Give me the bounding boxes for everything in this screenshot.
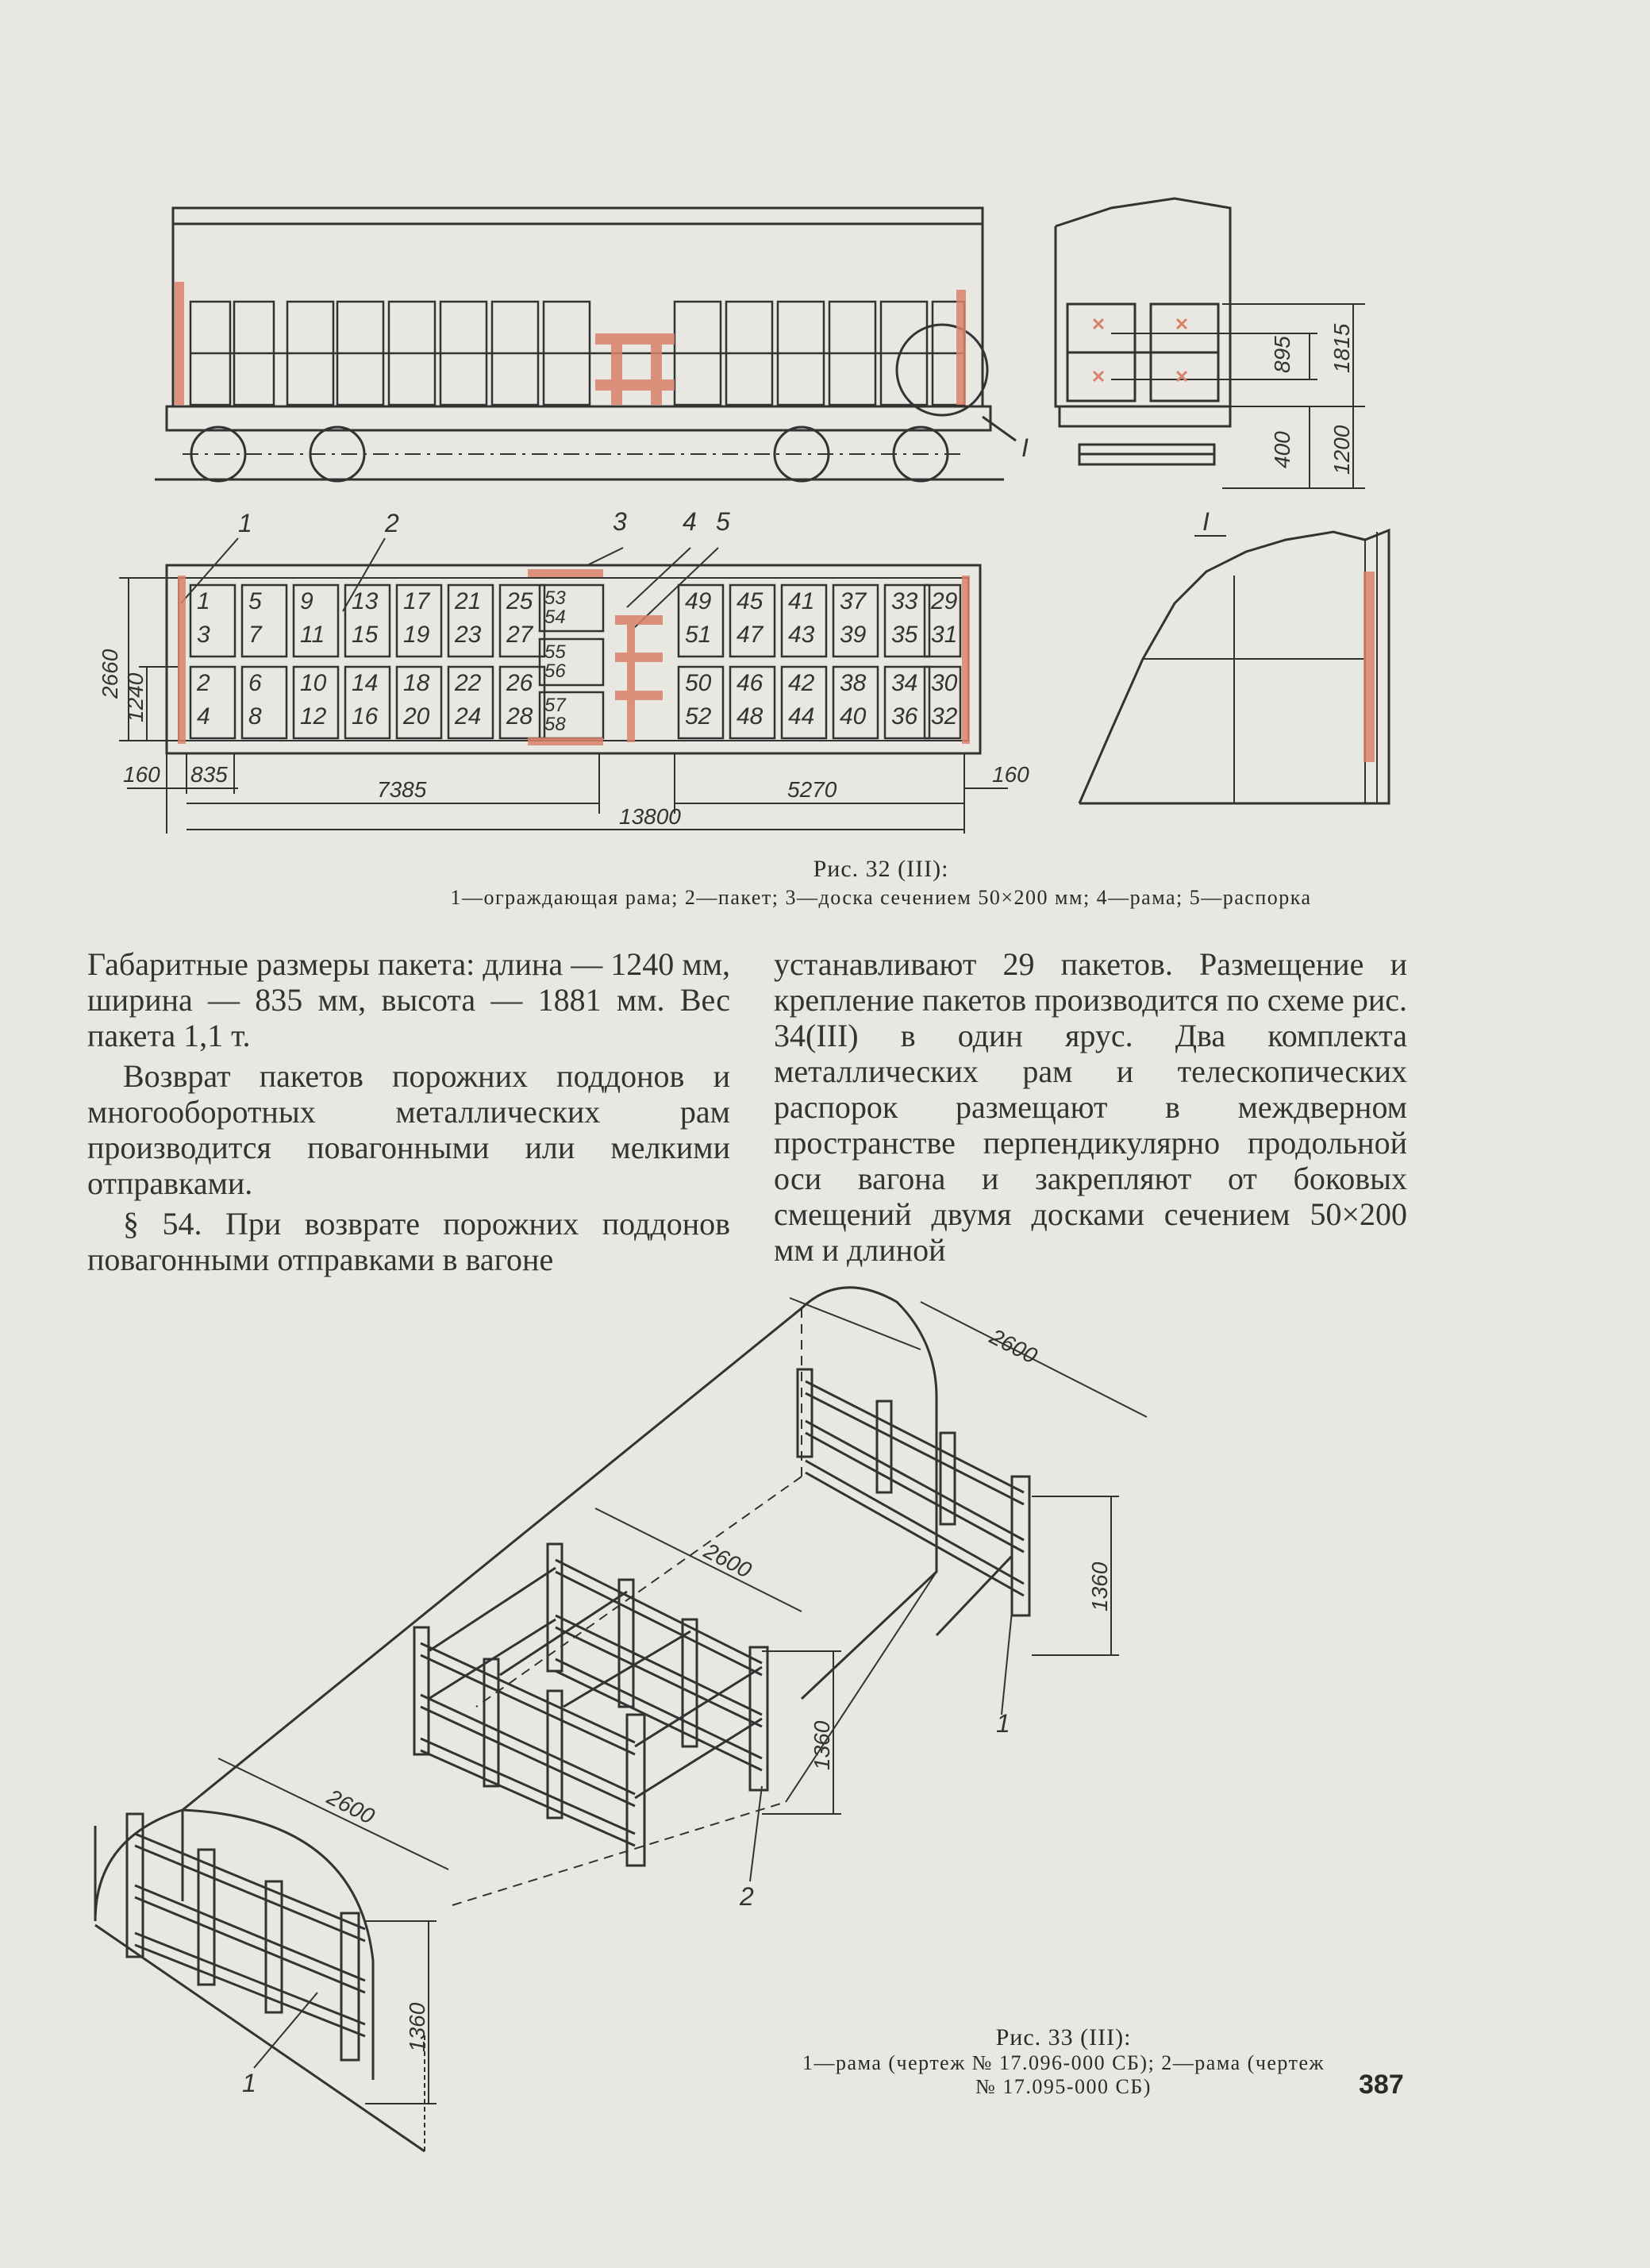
packet-number: 14 [352,670,379,696]
packet-number: 7 [248,622,262,648]
packet-number: 50 [685,670,712,696]
fig33-dim-2600-rear: 2600 [986,1323,1041,1369]
dim-400: 400 [1270,431,1294,468]
packet-number: 24 [455,703,482,730]
packet-number: 48 [737,703,763,730]
fig33-dim-2600-front: 2600 [323,1784,379,1829]
left-paragraph-1: Габаритные размеры пакета: длина — 1240 мм, ширина — 835 мм, высота — 1881 мм. Вес пакета 1,1 т. [87,946,730,1053]
packet-number: 29 [931,588,958,614]
fig32-label-2: 2 [385,509,399,537]
packet-number: 27 [506,622,533,648]
dim-7385: 7385 [377,777,427,802]
packet-number: 32 [931,703,958,730]
packet-number: 10 [300,670,327,696]
packet-number: 56 [544,660,566,682]
packet-number: 37 [840,588,867,614]
packet-number: 19 [403,622,430,648]
packet-number: 17 [403,588,430,614]
packet-number: 49 [685,588,712,614]
packet-number: 30 [931,670,958,696]
fig33-dim-2600-middle: 2600 [700,1538,756,1583]
fig33-label-1-front: 1 [242,2069,256,2097]
packet-number: 38 [840,670,867,696]
fig33-label-1-rear: 1 [996,1709,1010,1738]
packet-number: 52 [685,703,712,730]
packet-number: 15 [352,622,379,648]
packet-number: 1 [197,588,210,614]
fig33-legend-line1: 1—рама (чертеж № 17.096-000 СБ); 2—рама (чертеж [802,2051,1325,2074]
packet-number: 22 [455,670,482,696]
fig32-label-5: 5 [716,507,730,536]
packet-number: 46 [737,670,763,696]
packet-number: 40 [840,703,867,730]
packet-number: 45 [737,588,763,614]
packet-number: 42 [788,670,815,696]
packet-number: 31 [931,622,958,648]
packet-number: 28 [506,703,533,730]
fig33-legend-line2: № 17.095-000 СБ) [975,2075,1152,2098]
dim-1815: 1815 [1329,323,1354,373]
fig32-section-mark: I [1021,433,1029,462]
left-paragraph-2: Возврат пакетов порожних поддонов и многооборотных металлических рам производится повагонными или мелкими отправками. [87,1058,730,1201]
packet-number: 53 [544,587,566,609]
packet-number: 54 [544,606,566,628]
fig33-label-2: 2 [740,1882,754,1911]
dim-160-right: 160 [992,762,1029,787]
packet-number: 47 [737,622,763,648]
dim-2660: 2660 [98,649,122,699]
packet-number: 36 [891,703,918,730]
packet-number: 11 [300,622,325,648]
packet-number: 12 [300,703,327,730]
packet-number: 20 [403,703,430,730]
packet-number: 21 [455,588,482,614]
packet-number: 13 [352,588,379,614]
packet-number: 26 [506,670,533,696]
packet-number: 18 [403,670,430,696]
dim-835: 835 [190,762,228,787]
packet-number: 5 [248,588,262,614]
packet-number: 34 [891,670,918,696]
fig32-label-1: 1 [238,509,252,537]
page-number: 387 [1359,2070,1404,2100]
packet-number: 33 [891,588,918,614]
packet-number: 44 [788,703,815,730]
fig33-caption [714,2024,1413,2099]
packet-number: 43 [788,622,815,648]
packet-number: 8 [248,703,262,730]
right-paragraph-1: устанавливают 29 пакетов. Размещение и крепление пакетов производится по схеме рис. 34(III) в один ярус. Два комплекта металлических рам и телескопических распорок размещают в междверном пространстве перпендикулярно продольной оси вагона и закрепляют от боковых смещений двумя досками сечением 50×200 мм и длиной [774,946,1407,1268]
packet-number: 3 [197,622,210,648]
packet-number: 35 [891,622,918,648]
dim-5270: 5270 [787,777,837,802]
dim-1240: 1240 [123,672,148,722]
packet-number: 6 [248,670,262,696]
packet-number: 4 [197,703,210,730]
packet-number: 41 [788,588,815,614]
fig33-dim-1360-rear: 1360 [1087,1561,1112,1611]
left-paragraph-3: § 54. При возврате порожних поддонов повагонными отправками в вагоне [87,1206,730,1277]
fig32-legend: 1—ограждающая рама; 2—пакет; 3—доска сечением 50×200 мм; 4—рама; 5—распорка [450,886,1312,909]
packet-number: 55 [544,641,566,663]
packet-number: 9 [300,588,313,614]
packet-number: 57 [544,695,566,716]
fig33-dim-1360-middle: 1360 [810,1720,834,1770]
packet-number: 16 [352,703,379,730]
fig32-label-4: 4 [683,507,697,536]
fig32-section-label: I [1202,507,1210,536]
fig32-caption-title: Рис. 32 (III): [813,856,949,882]
packet-number: 25 [506,588,533,614]
dim-13800: 13800 [619,804,681,829]
packet-number: 39 [840,622,867,648]
packet-number: 23 [455,622,482,648]
packet-number: 2 [197,670,210,696]
packet-number: 58 [544,714,566,735]
dim-160-left: 160 [123,762,160,787]
packet-number: 51 [685,622,712,648]
fig32-label-3: 3 [613,507,627,536]
dim-895: 895 [1270,336,1294,373]
fig33-caption-title: Рис. 33 (III): [995,2024,1132,2050]
dim-1200: 1200 [1329,425,1354,475]
fig33-dim-1360-front: 1360 [405,2002,429,2052]
